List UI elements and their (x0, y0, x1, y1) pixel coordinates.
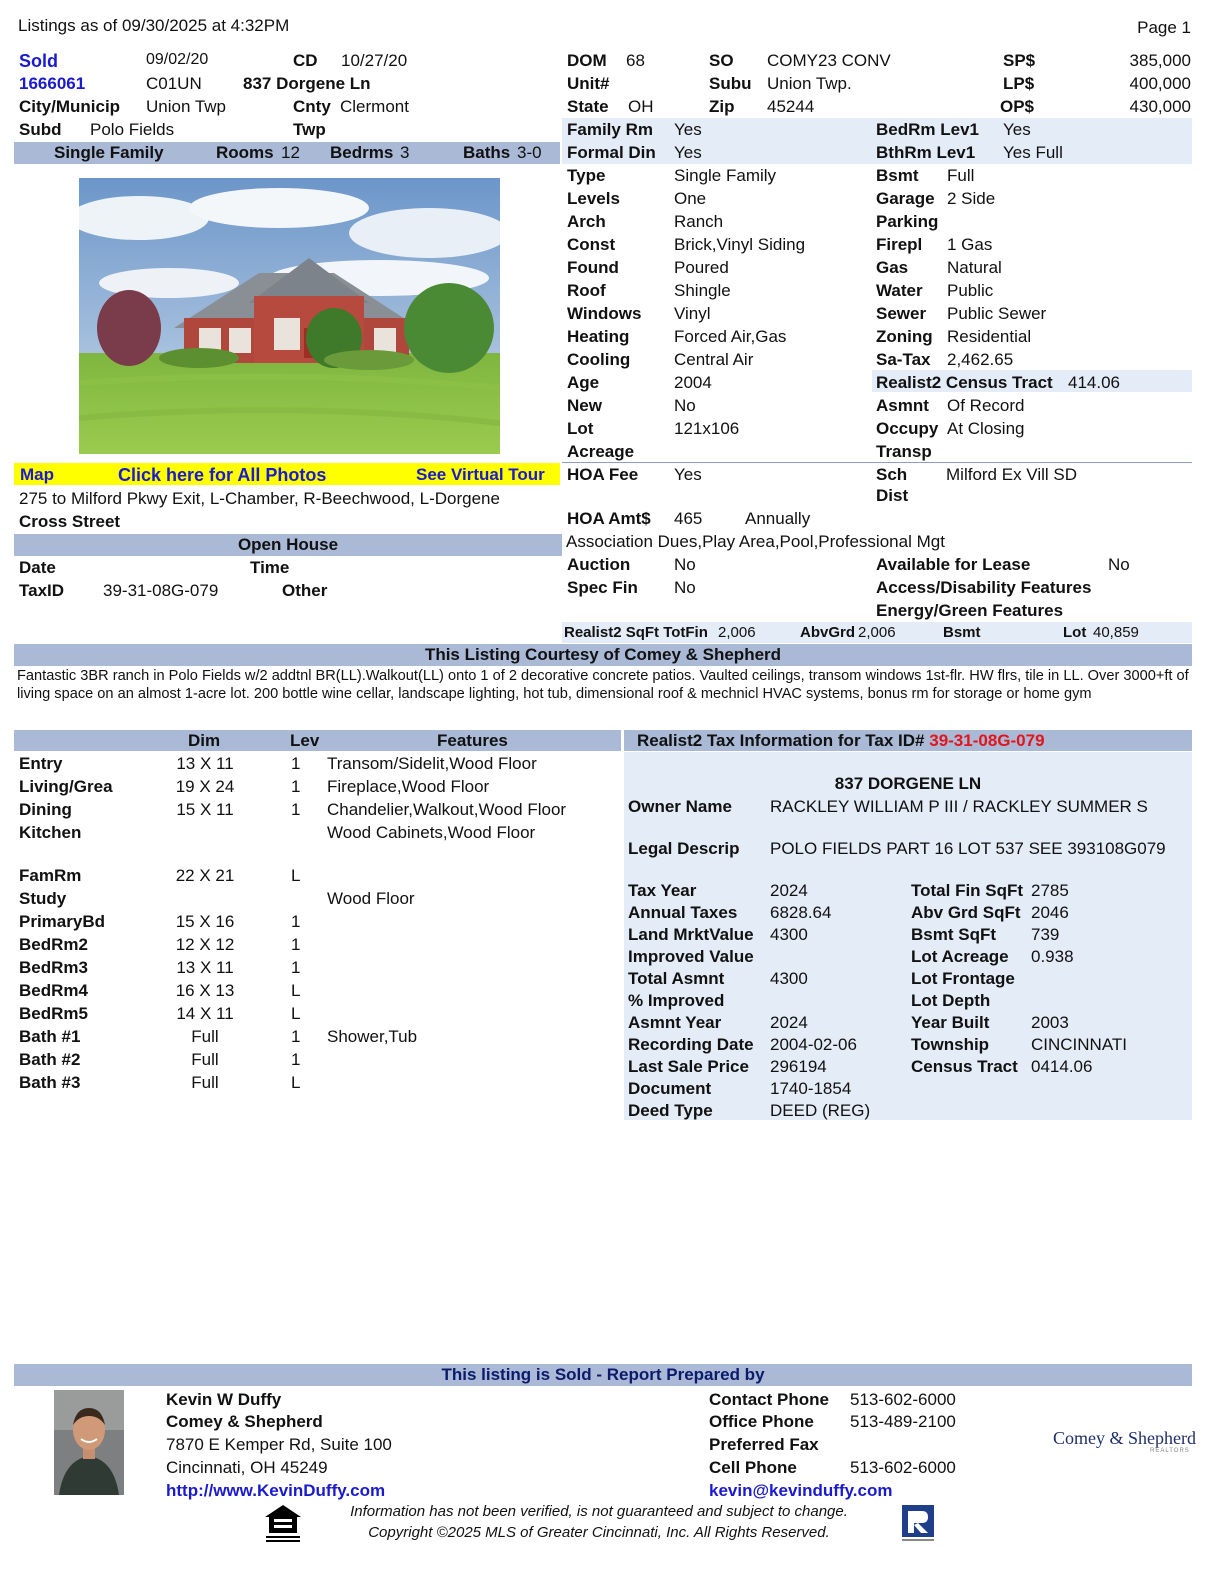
room-level: 1 (291, 754, 301, 773)
room-level: L (291, 1004, 301, 1023)
tax-label: Improved Value (628, 947, 754, 966)
listings-timestamp: Listings as of 09/30/2025 at 4:32PM (18, 16, 290, 35)
dom-label: DOM (567, 51, 607, 70)
room-name: BedRm3 (19, 958, 88, 977)
agent-website-link[interactable]: http://www.KevinDuffy.com (166, 1481, 386, 1500)
subu-label: Subu (709, 74, 752, 93)
page-number: Page 1 (1137, 18, 1191, 37)
access-features-label: Access/Disability Features (876, 578, 1092, 597)
zip-label: Zip (709, 97, 735, 116)
feature-value: Yes (674, 120, 702, 139)
feature-value: Shingle (674, 281, 731, 300)
company-logo-sub: REALTORS (1150, 1448, 1190, 1454)
feature-label: Formal Din (567, 143, 656, 162)
feature-value: Natural (947, 258, 1002, 277)
energy-features-label: Energy/Green Features (876, 601, 1064, 620)
baths-value: 3-0 (517, 143, 542, 162)
feature-label: Windows (567, 304, 642, 323)
hoa-fee-label: HOA Fee (567, 465, 639, 484)
feature-value: Residential (947, 327, 1032, 346)
tax-value: 0414.06 (1031, 1057, 1093, 1076)
room-dim: 13 X 11 (176, 958, 234, 977)
feature-label: Sewer (876, 304, 927, 323)
tax-label: Last Sale Price (628, 1057, 749, 1076)
school-value: Milford Ex Vill SD (946, 465, 1077, 484)
tax-value: 0.938 (1031, 947, 1074, 966)
tax-label: Lot Acreage (911, 947, 1009, 966)
agent-photo (54, 1390, 124, 1495)
feature-value: Public (947, 281, 994, 300)
area-code: C01UN (146, 74, 202, 93)
rooms-header-features: Features (437, 731, 508, 750)
dom-value: 68 (626, 51, 645, 70)
equal-housing-icon (262, 1503, 304, 1545)
date-label: Date (19, 558, 56, 577)
room-dim: Full (191, 1073, 219, 1092)
room-features: Fireplace,Wood Floor (327, 777, 490, 796)
subu-value: Union Twp. (767, 74, 852, 93)
tax-label: Asmnt Year (628, 1013, 722, 1032)
school-label-2: Dist (876, 486, 909, 505)
feature-value: 121x106 (674, 419, 740, 438)
room-level: L (291, 1073, 301, 1092)
tax-value: 2785 (1031, 881, 1069, 900)
room-features: Shower,Tub (327, 1027, 418, 1046)
tax-address: 837 DORGENE LN (834, 774, 982, 793)
spec-fin-value: No (674, 578, 696, 597)
auction-label: Auction (567, 555, 631, 574)
spec-fin-label: Spec Fin (567, 578, 638, 597)
rooms-header-lev: Lev (290, 731, 320, 750)
tax-label: Bsmt SqFt (911, 925, 996, 944)
report-prepared-text: This listing is Sold - Report Prepared by (441, 1365, 765, 1384)
office-phone-label: Office Phone (709, 1412, 814, 1431)
feature-value: Poured (674, 258, 729, 277)
feature-label: Gas (876, 258, 909, 277)
office-phone-value[interactable]: 513-489-2100 (850, 1412, 956, 1431)
cell-phone-label: Cell Phone (709, 1458, 797, 1477)
room-name: Kitchen (19, 823, 82, 842)
tax-value: 296194 (770, 1057, 827, 1076)
tax-label: Year Built (911, 1013, 990, 1032)
room-name: Entry (19, 754, 63, 773)
room-name: BedRm4 (19, 981, 88, 1000)
room-name: Bath #3 (19, 1073, 81, 1092)
house-photo[interactable] (79, 178, 500, 454)
room-features: Transom/Sidelit,Wood Floor (327, 754, 537, 773)
property-address: 837 Dorgene Ln (243, 74, 371, 93)
tax-value: CINCINNATI (1031, 1035, 1128, 1054)
feature-label: Zoning (876, 327, 933, 346)
feature-label: Asmnt (876, 396, 929, 415)
realtor-icon (900, 1503, 938, 1543)
auction-value: No (674, 555, 696, 574)
feature-value: Of Record (947, 396, 1025, 415)
tax-label: Lot Frontage (911, 969, 1015, 988)
tax-value: 4300 (770, 969, 808, 988)
city-value: Union Twp (146, 97, 227, 116)
room-name: BedRm2 (19, 935, 88, 954)
feature-label: Firepl (876, 235, 923, 254)
tax-label: Lot Depth (911, 991, 991, 1010)
feature-value: 2 Side (947, 189, 996, 208)
feature-label: Levels (567, 189, 620, 208)
agent-email-link[interactable]: kevin@kevinduffy.com (709, 1481, 893, 1500)
remarks: Fantastic 3BR ranch in Polo Fields w/2 addtnl BR(LL).Walkout(LL) onto 1 of 2 decorative concrete patios. Vaulted ceilings, transom windows 1st-flr. HW flrs, tile in LL. Over 3000+ft of living space on an almost 1-acre lot. 200 bottle wine cellar, landscape lighting, hot tub, dimensional roof & mechnicl HVAC systems, bonus rm for storage or home gym (17, 668, 1189, 702)
feature-value: Forced Air,Gas (674, 327, 787, 346)
tax-value: 6828.64 (770, 903, 832, 922)
feature-label: Roof (567, 281, 606, 300)
tax-value: 2024 (770, 1013, 808, 1032)
sqft-lot-value: 40,859 (1093, 624, 1139, 641)
sold-price-value: 385,000 (1129, 51, 1191, 70)
disclaimer-line-1: Information has not been verified, is not guaranteed and subject to change. (350, 1503, 848, 1520)
feature-value: Yes (1003, 120, 1031, 139)
room-dim: 13 X 11 (176, 754, 234, 773)
hoa-amount-label: HOA Amt$ (567, 509, 651, 528)
tax-label: Total Fin SqFt (911, 881, 1024, 900)
room-level: 1 (291, 912, 301, 931)
room-level: 1 (291, 1050, 301, 1069)
feature-label: Occupy (876, 419, 939, 438)
owner-value: RACKLEY WILLIAM P III / RACKLEY SUMMER S (770, 797, 1148, 816)
room-dim: 15 X 16 (175, 912, 235, 931)
tax-value: 739 (1031, 925, 1060, 944)
zip-value: 45244 (767, 97, 815, 116)
feature-label: Lot (567, 419, 594, 438)
original-price-label: OP$ (1000, 97, 1035, 116)
feature-label: Parking (876, 212, 939, 231)
room-level: 1 (291, 958, 301, 977)
legal-value: POLO FIELDS PART 16 LOT 537 SEE 393108G079 (770, 839, 1166, 858)
county-label: Cnty (293, 97, 331, 116)
room-name: Living/Grea (19, 777, 113, 796)
tax-label: Recording Date (628, 1035, 754, 1054)
disclaimer-line-2: Copyright ©2025 MLS of Greater Cincinnati, Inc. All Rights Reserved. (368, 1524, 830, 1541)
room-dim: 15 X 11 (176, 800, 234, 819)
tax-label: Census Tract (911, 1057, 1018, 1076)
so-label: SO (709, 51, 734, 70)
all-photos-link[interactable]: Click here for All Photos (118, 465, 327, 485)
sqft-bsmt-label: Bsmt (943, 624, 981, 641)
hoa-dues: Association Dues,Play Area,Pool,Professional Mgt (566, 532, 945, 551)
tax-value: 2004-02-06 (770, 1035, 857, 1054)
lease-label: Available for Lease (876, 555, 1031, 574)
township-label: Twp (293, 120, 326, 139)
feature-label: Garage (876, 189, 935, 208)
room-level: L (291, 981, 301, 1000)
tax-label: Annual Taxes (628, 903, 738, 922)
rooms-header-dim: Dim (188, 731, 221, 750)
baths-label: Baths (463, 143, 511, 162)
room-level: 1 (291, 777, 301, 796)
time-label: Time (250, 558, 290, 577)
feature-label: Arch (567, 212, 606, 231)
feature-label: Const (567, 235, 616, 254)
tax-value: 2046 (1031, 903, 1069, 922)
so-value: COMY23 CONV (767, 51, 891, 70)
legal-label: Legal Descrip (628, 839, 740, 858)
feature-value: No (674, 396, 696, 415)
agent-name: Kevin W Duffy (166, 1390, 282, 1409)
mls-number[interactable]: 1666061 (19, 74, 86, 93)
room-name: Dining (19, 800, 72, 819)
tax-value: 1740-1854 (770, 1079, 852, 1098)
feature-label: Age (567, 373, 600, 392)
room-dim: 14 X 11 (176, 1004, 234, 1023)
feature-value: Ranch (674, 212, 724, 231)
tax-label: % Improved (628, 991, 725, 1010)
county-value: Clermont (340, 97, 409, 116)
hoa-amount-period: Annually (745, 509, 811, 528)
feature-value: 2,462.65 (947, 350, 1014, 369)
tax-value: 2024 (770, 881, 808, 900)
contact-phone-label: Contact Phone (709, 1390, 829, 1409)
property-type: Single Family (54, 143, 164, 162)
room-dim: 12 X 12 (175, 935, 235, 954)
feature-label: Realist2 Census Tract (876, 373, 1053, 392)
feature-value: 414.06 (1068, 373, 1120, 392)
sqft-abvgrd-label: AbvGrd (800, 624, 856, 641)
feature-value: At Closing (947, 419, 1025, 438)
taxid-label: TaxID (19, 581, 65, 600)
feature-label: Transp (876, 442, 932, 461)
cd-label: CD (293, 51, 318, 70)
status-sold: Sold (19, 51, 58, 71)
room-dim: 22 X 21 (175, 866, 235, 885)
bedrooms-label: Bedrms (330, 143, 394, 162)
feature-label: Cooling (567, 350, 631, 369)
room-name: FamRm (19, 866, 82, 885)
room-dim: Full (191, 1050, 219, 1069)
tax-value: 2003 (1031, 1013, 1069, 1032)
tax-header-id: 39-31-08G-079 (929, 731, 1045, 750)
feature-label: BthRm Lev1 (876, 143, 976, 162)
other-label: Other (282, 581, 328, 600)
feature-value: Brick,Vinyl Siding (674, 235, 806, 254)
lease-value: No (1108, 555, 1130, 574)
feature-value: Single Family (674, 166, 777, 185)
hoa-fee-value: Yes (674, 465, 702, 484)
room-name: Bath #2 (19, 1050, 81, 1069)
virtual-tour-link[interactable]: See Virtual Tour (416, 465, 545, 484)
sqft-totfin-value: 2,006 (718, 624, 756, 641)
taxid-value: 39-31-08G-079 (103, 581, 219, 600)
sqft-abvgrd-value: 2,006 (858, 624, 896, 641)
room-features: Chandelier,Walkout,Wood Floor (327, 800, 567, 819)
state-label: State (567, 97, 609, 116)
preferred-fax-label: Preferred Fax (709, 1435, 819, 1454)
agent-address-1: 7870 E Kemper Rd, Suite 100 (166, 1435, 392, 1454)
divider (562, 462, 1192, 463)
cell-phone-value[interactable]: 513-602-6000 (850, 1458, 956, 1477)
room-dim: 19 X 24 (175, 777, 235, 796)
subdivision-label: Subd (19, 120, 62, 139)
map-link[interactable]: Map (20, 465, 54, 484)
city-label: City/Municip (19, 97, 121, 116)
feature-label: Bsmt (876, 166, 919, 185)
bedrooms-value: 3 (400, 143, 410, 162)
tax-header-title: Realist2 Tax Information for Tax ID# 39-31-08G-079 (637, 731, 1045, 750)
feature-value: Yes Full (1003, 143, 1063, 162)
feature-value: Full (947, 166, 975, 185)
room-dim: 16 X 13 (175, 981, 235, 1000)
company-logo: Comey & Shepherd (1053, 1428, 1196, 1448)
room-features: Wood Floor (327, 889, 415, 908)
agent-company: Comey & Shepherd (166, 1412, 323, 1431)
tax-label: Tax Year (628, 881, 697, 900)
status-date: 09/02/20 (146, 51, 209, 68)
open-house-title: Open House (237, 535, 339, 554)
tax-label: Abv Grd SqFt (911, 903, 1021, 922)
contact-phone-value[interactable]: 513-602-6000 (850, 1390, 956, 1409)
cd-value: 10/27/20 (341, 51, 408, 70)
list-price-value: 400,000 (1129, 74, 1191, 93)
tax-label: Document (628, 1079, 712, 1098)
sqft-totfin-label: Realist2 SqFt TotFin (564, 624, 708, 641)
room-name: Study (19, 889, 67, 908)
tax-label: Land MrktValue (628, 925, 754, 944)
tax-value: 4300 (770, 925, 808, 944)
tax-value: DEED (REG) (770, 1101, 871, 1120)
feature-label: Heating (567, 327, 630, 346)
feature-value: Vinyl (674, 304, 711, 323)
sold-price-label: SP$ (1003, 51, 1036, 70)
room-dim: Full (191, 1027, 219, 1046)
feature-label: Sa-Tax (876, 350, 931, 369)
feature-value: 1 Gas (947, 235, 993, 254)
unit-label: Unit# (567, 74, 610, 93)
sqft-lot-label: Lot (1063, 624, 1087, 641)
state-value: OH (628, 97, 654, 116)
feature-value: 2004 (674, 373, 712, 392)
tax-label: Township (911, 1035, 990, 1054)
room-name: BedRm5 (19, 1004, 88, 1023)
feature-label: New (567, 396, 602, 415)
room-name: Bath #1 (19, 1027, 81, 1046)
feature-label: Water (876, 281, 923, 300)
tax-label: Total Asmnt (628, 969, 725, 988)
feature-value: One (674, 189, 707, 208)
tax-label: Deed Type (628, 1101, 713, 1120)
directions: 275 to Milford Pkwy Exit, L-Chamber, R-Beechwood, L-Dorgene (19, 489, 500, 508)
room-level: L (291, 866, 301, 885)
agent-address-2: Cincinnati, OH 45249 (166, 1458, 328, 1477)
school-label-1: Sch (876, 465, 908, 484)
feature-label: Acreage (567, 442, 635, 461)
courtesy-text: This Listing Courtesy of Comey & Shepherd (424, 645, 782, 664)
list-price-label: LP$ (1003, 74, 1035, 93)
feature-value: Public Sewer (947, 304, 1047, 323)
feature-label: Family Rm (567, 120, 653, 139)
feature-label: BedRm Lev1 (876, 120, 979, 139)
room-name: PrimaryBd (19, 912, 105, 931)
subdivision-value: Polo Fields (90, 120, 175, 139)
room-features: Wood Cabinets,Wood Floor (327, 823, 536, 842)
rooms-value: 12 (281, 143, 300, 162)
original-price-value: 430,000 (1129, 97, 1191, 116)
feature-label: Type (567, 166, 606, 185)
feature-value: Yes (674, 143, 702, 162)
hoa-amount-value: 465 (674, 509, 703, 528)
feature-value: Central Air (674, 350, 754, 369)
cross-street-label: Cross Street (19, 512, 121, 531)
rooms-label: Rooms (216, 143, 274, 162)
owner-label: Owner Name (628, 797, 732, 816)
room-level: 1 (291, 1027, 301, 1046)
room-level: 1 (291, 800, 301, 819)
feature-label: Found (567, 258, 619, 277)
room-level: 1 (291, 935, 301, 954)
